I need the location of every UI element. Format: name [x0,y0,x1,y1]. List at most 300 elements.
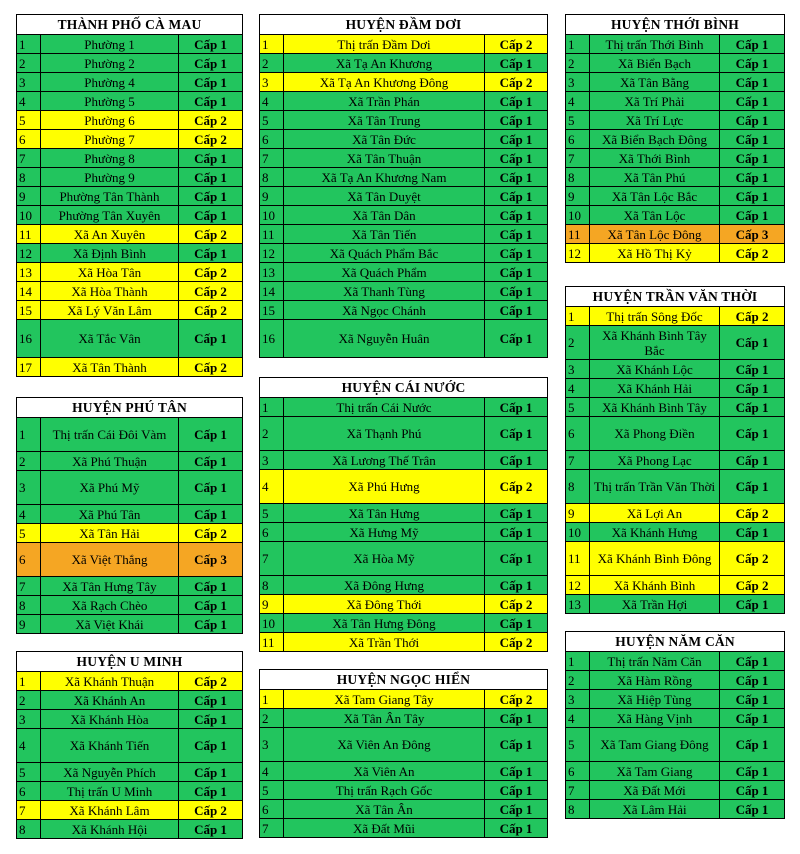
row-number: 8 [566,168,590,187]
commune-name: Phường Tân Thành [41,187,179,206]
table-row [260,320,548,358]
table-row [566,542,785,576]
table-row [260,576,548,595]
row-number: 6 [260,800,284,819]
level-badge: Cấp 3 [179,543,243,577]
table-row [17,206,243,225]
table-cai-nuoc [259,377,547,652]
row-number: 1 [17,35,41,54]
level-badge: Cấp 1 [485,301,548,320]
level-badge: Cấp 1 [485,398,548,417]
commune-name: Phường 8 [41,149,179,168]
commune-name: Phường 5 [41,92,179,111]
row-number: 10 [260,614,284,633]
level-badge: Cấp 1 [179,729,243,763]
table-row [566,728,785,762]
level-badge: Cấp 1 [485,320,548,358]
row-number: 5 [566,111,590,130]
table-row [260,800,548,819]
district-title: HUYỆN ĐẦM DƠI [260,15,548,35]
row-number: 11 [260,225,284,244]
table-row [566,652,785,671]
table-row [260,92,548,111]
row-number: 11 [260,633,284,652]
level-badge: Cấp 2 [179,524,243,543]
table-row [566,417,785,451]
commune-name: Xã Đất Mới [590,781,720,800]
district-title: HUYỆN THỚI BÌNH [566,15,785,35]
level-badge: Cấp 1 [485,206,548,225]
table-row [566,398,785,417]
table-row [566,130,785,149]
commune-name: Xã Khánh Bình [590,576,720,595]
level-badge: Cấp 1 [485,576,548,595]
table-row [260,614,548,633]
table-row [566,360,785,379]
row-number: 9 [260,187,284,206]
table-row [566,187,785,206]
table-row [17,615,243,634]
row-number: 6 [17,543,41,577]
row-number: 7 [566,451,590,470]
commune-name: Xã Đông Thới [284,595,485,614]
table-row [260,398,548,417]
commune-name: Xã Hòa Thành [41,282,179,301]
commune-name: Xã Phú Thuận [41,452,179,471]
commune-name: Thị trấn Đầm Dơi [284,35,485,54]
row-number: 8 [566,800,590,819]
commune-name: Xã Trần Thới [284,633,485,652]
level-badge: Cấp 1 [720,417,785,451]
level-badge: Cấp 2 [485,470,548,504]
row-number: 1 [566,35,590,54]
table-row [566,111,785,130]
row-number: 15 [260,301,284,320]
commune-name: Xã Khánh Hưng [590,523,720,542]
commune-name: Xã Tạ An Khương [284,54,485,73]
table-row [260,762,548,781]
row-number: 5 [17,524,41,543]
commune-name: Xã Lý Văn Lâm [41,301,179,320]
table-row [17,782,243,801]
row-number: 8 [566,470,590,504]
commune-name: Xã Khánh Lộc [590,360,720,379]
level-badge: Cấp 1 [720,73,785,92]
row-number: 2 [17,691,41,710]
row-number: 1 [17,418,41,452]
row-number: 4 [260,470,284,504]
row-number: 13 [566,595,590,614]
row-number: 9 [566,187,590,206]
row-number: 8 [260,576,284,595]
commune-name: Xã Hưng Mỹ [284,523,485,542]
level-badge: Cấp 1 [179,149,243,168]
level-badge: Cấp 1 [485,614,548,633]
level-badge: Cấp 1 [720,360,785,379]
level-badge: Cấp 1 [720,781,785,800]
level-badge: Cấp 2 [720,504,785,523]
district-title: HUYỆN NĂM CĂN [566,632,785,652]
row-number: 7 [260,149,284,168]
commune-name: Xã Tạ An Khương Nam [284,168,485,187]
row-number: 14 [17,282,41,301]
commune-name: Xã Tân Hải [41,524,179,543]
commune-name: Xã Khánh Bình Tây [590,398,720,417]
commune-name: Xã Tân Ân Tây [284,709,485,728]
commune-name: Xã Hàm Rồng [590,671,720,690]
level-badge: Cấp 1 [720,54,785,73]
row-number: 10 [566,206,590,225]
table-row [260,149,548,168]
level-badge: Cấp 2 [179,672,243,691]
level-badge: Cấp 1 [485,244,548,263]
level-badge: Cấp 2 [179,282,243,301]
district-title: HUYỆN NGỌC HIỂN [260,670,548,690]
row-number: 6 [17,130,41,149]
commune-name: Xã Lâm Hải [590,800,720,819]
table-row [566,595,785,614]
row-number: 6 [566,417,590,451]
level-badge: Cấp 1 [179,54,243,73]
commune-name: Xã Viên An Đông [284,728,485,762]
row-number: 5 [17,763,41,782]
district-title: HUYỆN TRẦN VĂN THỜI [566,287,785,307]
table-row [17,263,243,282]
table-row [260,470,548,504]
commune-name: Phường 1 [41,35,179,54]
table-row [17,187,243,206]
level-badge: Cấp 1 [485,762,548,781]
level-badge: Cấp 1 [720,379,785,398]
commune-name: Xã Phú Mỹ [41,471,179,505]
row-number: 1 [260,398,284,417]
row-number: 7 [260,819,284,838]
table-row [260,130,548,149]
row-number: 3 [17,73,41,92]
level-badge: Cấp 1 [179,320,243,358]
row-number: 9 [17,615,41,634]
table-row [260,690,548,709]
level-badge: Cấp 1 [485,187,548,206]
table-row [17,820,243,839]
commune-name: Xã Tân Lộc [590,206,720,225]
table-row [566,326,785,360]
table-row [260,542,548,576]
commune-name: Thị trấn Rạch Gốc [284,781,485,800]
row-number: 6 [260,130,284,149]
level-badge: Cấp 1 [720,470,785,504]
commune-name: Xã Đông Hưng [284,576,485,595]
level-badge: Cấp 1 [179,505,243,524]
commune-name: Xã Trí Phải [590,92,720,111]
level-badge: Cấp 1 [720,523,785,542]
commune-name: Xã Tân Duyệt [284,187,485,206]
level-badge: Cấp 2 [179,358,243,377]
level-badge: Cấp 1 [485,111,548,130]
level-badge: Cấp 1 [720,398,785,417]
table-row [260,819,548,838]
commune-name: Xã Hòa Tân [41,263,179,282]
row-number: 13 [260,263,284,282]
level-badge: Cấp 1 [720,800,785,819]
level-badge: Cấp 1 [179,206,243,225]
row-number: 4 [17,92,41,111]
row-number: 9 [17,187,41,206]
row-number: 4 [260,92,284,111]
district-title: HUYỆN U MINH [17,652,243,672]
row-number: 7 [17,801,41,820]
table-row [17,225,243,244]
table-row [17,596,243,615]
commune-name: Phường 9 [41,168,179,187]
table-row [17,801,243,820]
row-number: 4 [260,762,284,781]
table-row [566,92,785,111]
row-number: 5 [566,398,590,417]
level-badge: Cấp 1 [485,709,548,728]
commune-name: Xã Ngọc Chánh [284,301,485,320]
table-row [260,282,548,301]
commune-name: Xã Nguyễn Huân [284,320,485,358]
row-number: 3 [260,73,284,92]
commune-name: Xã Hồ Thị Kỷ [590,244,720,263]
level-badge: Cấp 1 [720,652,785,671]
level-badge: Cấp 1 [720,326,785,360]
commune-name: Xã Thanh Tùng [284,282,485,301]
level-badge: Cấp 1 [485,781,548,800]
row-number: 7 [566,149,590,168]
level-badge: Cấp 1 [485,819,548,838]
table-row [566,307,785,326]
table-row [260,523,548,542]
level-badge: Cấp 1 [485,282,548,301]
row-number: 12 [566,244,590,263]
commune-name: Xã Định Bình [41,244,179,263]
row-number: 17 [17,358,41,377]
table-row [17,168,243,187]
commune-name: Xã Khánh Hải [590,379,720,398]
table-row [17,729,243,763]
commune-name: Xã Khánh Tiến [41,729,179,763]
row-number: 12 [566,576,590,595]
row-number: 1 [260,35,284,54]
table-row [260,111,548,130]
level-badge: Cấp 1 [179,763,243,782]
row-number: 1 [260,690,284,709]
row-number: 6 [17,782,41,801]
table-row [566,523,785,542]
commune-name: Xã Phong Điền [590,417,720,451]
level-badge: Cấp 1 [179,452,243,471]
district-title: HUYỆN CÁI NƯỚC [260,378,548,398]
commune-name: Xã Tắc Vân [41,320,179,358]
level-badge: Cấp 1 [485,504,548,523]
commune-name: Xã Lương Thế Trân [284,451,485,470]
table-row [260,301,548,320]
commune-name: Xã Tân Hưng Tây [41,577,179,596]
commune-name: Xã Biển Bạch [590,54,720,73]
table-row [260,168,548,187]
commune-name: Phường 7 [41,130,179,149]
table-row [260,504,548,523]
level-badge: Cấp 1 [720,92,785,111]
table-row [260,451,548,470]
level-badge: Cấp 1 [720,451,785,470]
commune-name: Phường 6 [41,111,179,130]
commune-name: Xã Tân Hưng Đông [284,614,485,633]
level-badge: Cấp 1 [720,111,785,130]
level-badge: Cấp 1 [485,417,548,451]
commune-name: Thị trấn Năm Căn [590,652,720,671]
table-row [566,800,785,819]
commune-name: Phường Tân Xuyên [41,206,179,225]
table-row [17,54,243,73]
level-badge: Cấp 1 [485,542,548,576]
level-badge: Cấp 1 [179,73,243,92]
row-number: 11 [566,225,590,244]
level-badge: Cấp 1 [720,206,785,225]
row-number: 5 [260,504,284,523]
table-thoi-binh [565,14,784,263]
table-row [566,206,785,225]
row-number: 5 [260,111,284,130]
level-badge: Cấp 1 [179,35,243,54]
row-number: 3 [260,451,284,470]
commune-name: Xã Phú Tân [41,505,179,524]
table-row [17,452,243,471]
commune-name: Thị trấn Trần Văn Thời [590,470,720,504]
commune-name: Xã Việt Khái [41,615,179,634]
table-row [17,73,243,92]
level-badge: Cấp 2 [485,633,548,652]
level-badge: Cấp 1 [485,451,548,470]
commune-name: Xã Tân Dân [284,206,485,225]
row-number: 2 [260,417,284,451]
commune-name: Thị trấn Sông Đốc [590,307,720,326]
level-badge: Cấp 2 [179,301,243,320]
level-badge: Cấp 1 [485,54,548,73]
level-badge: Cấp 2 [485,73,548,92]
commune-name: Xã Hiệp Tùng [590,690,720,709]
table-row [566,35,785,54]
commune-name: Xã Trần Phán [284,92,485,111]
table-phu-tan [16,397,242,634]
commune-name: Xã Tân Thuận [284,149,485,168]
row-number: 12 [260,244,284,263]
table-row [17,710,243,729]
level-badge: Cấp 2 [720,542,785,576]
level-badge: Cấp 1 [720,149,785,168]
row-number: 8 [260,168,284,187]
row-number: 9 [566,504,590,523]
commune-name: Xã Quách Phẩm Bắc [284,244,485,263]
level-badge: Cấp 1 [485,523,548,542]
table-row [260,35,548,54]
row-number: 2 [17,54,41,73]
table-row [17,543,243,577]
commune-name: Xã Quách Phẩm [284,263,485,282]
row-number: 1 [566,652,590,671]
row-number: 2 [566,54,590,73]
level-badge: Cấp 2 [179,225,243,244]
table-nam-can [565,631,784,819]
row-number: 2 [566,671,590,690]
level-badge: Cấp 1 [485,130,548,149]
row-number: 10 [17,206,41,225]
row-number: 10 [260,206,284,225]
level-badge: Cấp 1 [720,35,785,54]
row-number: 2 [260,54,284,73]
row-number: 8 [17,820,41,839]
table-row [260,54,548,73]
commune-name: Xã Lợi An [590,504,720,523]
row-number: 7 [17,149,41,168]
commune-name: Xã Tân Phú [590,168,720,187]
row-number: 7 [260,542,284,576]
district-title: HUYỆN PHÚ TÂN [17,398,243,418]
table-row [566,73,785,92]
table-row [17,130,243,149]
row-number: 3 [260,728,284,762]
table-row [260,595,548,614]
row-number: 8 [17,596,41,615]
commune-name: Thị trấn Cái Nước [284,398,485,417]
row-number: 2 [17,452,41,471]
commune-name: Xã Tân Tiến [284,225,485,244]
level-badge: Cấp 1 [485,800,548,819]
table-ngoc-hien [259,669,547,838]
table-row [17,763,243,782]
commune-name: Xã Nguyễn Phích [41,763,179,782]
row-number: 2 [566,326,590,360]
level-badge: Cấp 1 [485,149,548,168]
row-number: 5 [17,111,41,130]
row-number: 13 [17,263,41,282]
table-row [260,225,548,244]
commune-name: Xã Phú Hưng [284,470,485,504]
commune-name: Thị trấn U Minh [41,782,179,801]
table-row [17,320,243,358]
level-badge: Cấp 1 [179,168,243,187]
level-badge: Cấp 1 [720,168,785,187]
commune-name: Phường 4 [41,73,179,92]
row-number: 10 [566,523,590,542]
commune-name: Xã Viên An [284,762,485,781]
level-badge: Cấp 1 [179,691,243,710]
table-row [566,709,785,728]
row-number: 2 [260,709,284,728]
table-row [17,92,243,111]
table-row [17,301,243,320]
row-number: 3 [566,690,590,709]
row-number: 7 [566,781,590,800]
level-badge: Cấp 1 [485,225,548,244]
table-row [566,54,785,73]
row-number: 4 [566,709,590,728]
row-number: 4 [17,729,41,763]
table-row [260,206,548,225]
level-badge: Cấp 3 [720,225,785,244]
district-title: THÀNH PHỐ CÀ MAU [17,15,243,35]
table-row [17,577,243,596]
row-number: 1 [566,307,590,326]
row-number: 4 [17,505,41,524]
table-row [566,671,785,690]
table-row [566,244,785,263]
table-row [566,504,785,523]
commune-name: Xã Tân Lộc Đông [590,225,720,244]
row-number: 11 [17,225,41,244]
